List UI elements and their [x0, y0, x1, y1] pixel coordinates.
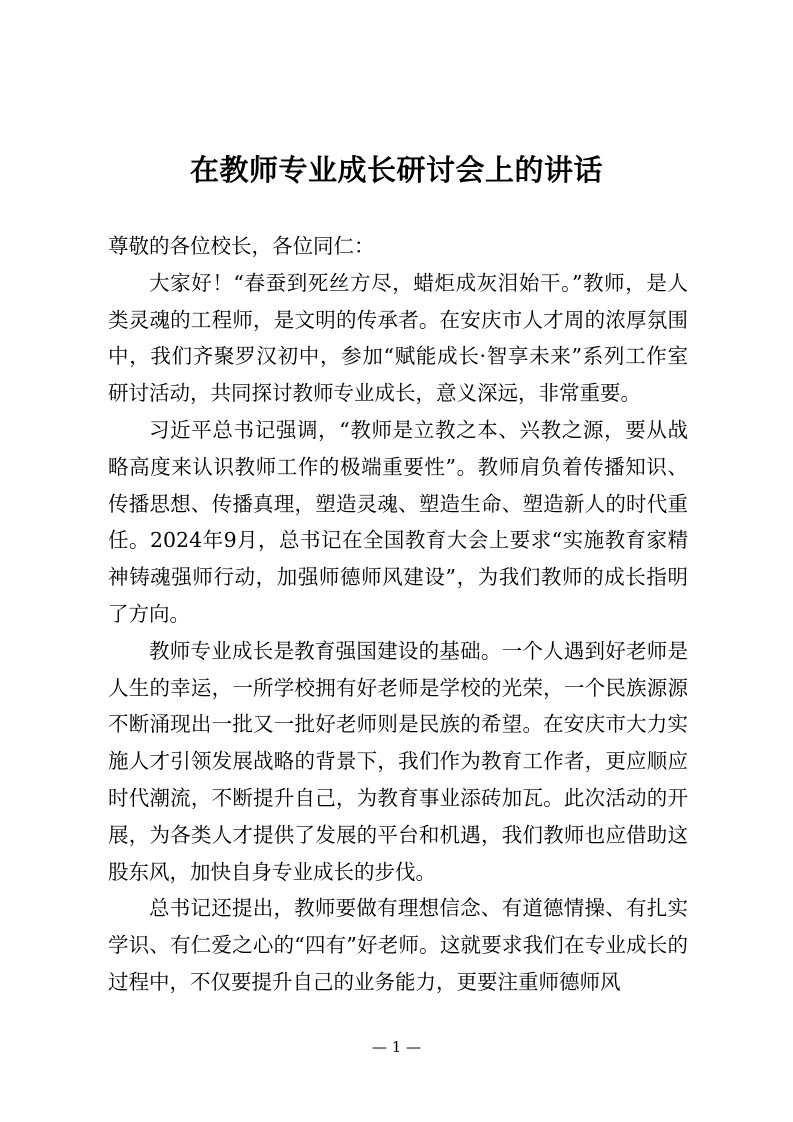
paragraph-4: 总书记还提出，教师要做有理想信念、有道德情操、有扎实学识、有仁爱之心的“四有”好老师。这就要求我们在专业成长的过程中，不仅要提升自己的业务能力，更要注重师德师风: [108, 896, 688, 994]
page-number: — 1 —: [371, 1038, 422, 1056]
document-body: [108, 228, 688, 1001]
document-title: 在教师专业成长研讨会上的讲话: [189, 153, 603, 187]
paragraph-1: 大家好！“春蚕到死丝方尽，蜡炬成灰泪始干。”教师，是人类灵魂的工程师，是文明的传承者。在安庆市人才周的浓厚氛围中，我们齐聚罗汉初中，参加“赋能成长·智享未来”系列工作室研讨活动，共同探讨教师专业成长，意义深远，非常重要。: [108, 270, 688, 406]
salutation: 尊敬的各位校长，各位同仁：: [108, 234, 375, 258]
paragraph-2: 习近平总书记强调，“教师是立教之本、兴教之源，要从战略高度来认识教师工作的极端重要性”。教师肩负着传播知识、传播思想、传播真理，塑造灵魂、塑造生命、塑造新人的时代重任。2024年9月，总书记在全国教育大会上要求“实施教育家精神铸魂强师行动，加强师德师风建设”，为我们教师的成长指明了方向。: [108, 417, 688, 626]
paragraph-3: 教师专业成长是教育强国建设的基础。一个人遇到好老师是人生的幸运，一所学校拥有好老师是学校的光荣，一个民族源源不断涌现出一批又一批好老师则是民族的希望。在安庆市大力实施人才引领发展战略的背景下，我们作为教育工作者，更应顺应时代潮流，不断提升自己，为教育事业添砖加瓦。此次活动的开展，为各类人才提供了发展的平台和机遇，我们教师也应借助这股东风，加快自身专业成长的步伐。: [108, 638, 688, 884]
